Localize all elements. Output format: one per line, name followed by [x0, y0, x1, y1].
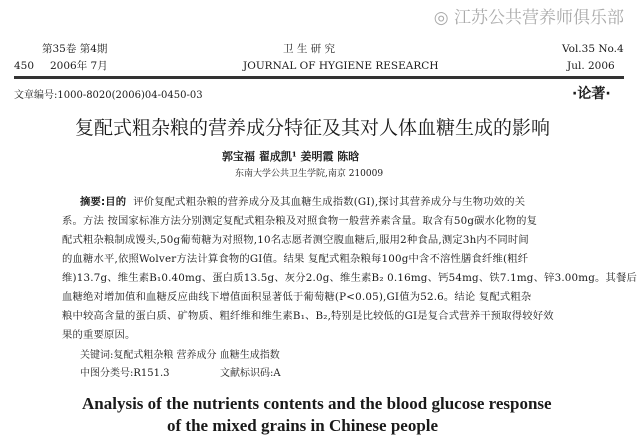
- date-en: Jul. 2006: [567, 60, 615, 72]
- abstract-line: 系。方法 按国家标准方法分别测定复配式粗杂粮及对照食物一般营养素含量。取含有50g碳水化物的复: [62, 215, 538, 227]
- date-cn: 2006年 7月: [50, 60, 108, 72]
- wechat-icon: ◎: [433, 8, 454, 28]
- abstract-line: 维)13.7g、维生素B₁0.40mg、蛋白质13.5g、灰分2.0g、维生素B₂ 0.16mg、钙54mg、铁7.1mg、锌3.00mg。其餐后: [62, 272, 638, 284]
- abstract-line: 摘要:目的 评价复配式粗杂粮的营养成分及其血糖生成指数(GI),探讨其营养成分与生物功效的关: [80, 196, 526, 208]
- title-cn: 复配式粗杂粮的营养成分特征及其对人体血糖生成的影响: [75, 117, 551, 139]
- abstract-line: 果的重要原因。: [62, 329, 136, 341]
- title-en-line-2: of the mixed grains in Chinese people: [167, 416, 439, 435]
- authors: 郭宝福 翟成凯¹ 姜明霞 陈晗: [222, 150, 360, 163]
- classification-number: 中图分类号:R151.3: [80, 368, 170, 379]
- journal-cn: 卫 生 研 究: [283, 43, 336, 55]
- affiliation: 东南大学公共卫生学院,南京 210009: [235, 169, 384, 179]
- document-code: 文献标识码:A: [220, 368, 281, 379]
- abstract-line: 血糖绝对增加值和血糖反应曲线下增值面积显著低于葡萄糖(P<0.05),GI值为52.6。结论 复配式粗杂: [62, 291, 532, 303]
- title-en-line-1: Analysis of the nutrients contents and the blood glucose response: [82, 394, 552, 413]
- abstract-line: 粮中较高含量的蛋白质、矿物质、粗纤维和维生素B₁、B₂,特别是比较低的GI是复合式营养干预取得较好效: [62, 310, 554, 322]
- abstract-line: 的血糖水平,依照Wolver方法计算食物的GI值。结果 复配式粗杂粮每100g中含不溶性膳食纤维(粗纤: [62, 253, 529, 265]
- keywords: 关键词:复配式粗杂粮 营养成分 血糖生成指数: [80, 350, 280, 361]
- volume-cn: 第35卷 第4期: [42, 43, 108, 55]
- abstract-line: 配式粗杂粮制成馒头,50g葡萄糖为对照物,10名志愿者测空腹血糖后,服用2种食品,测定3h内不同时间: [62, 234, 529, 246]
- header-rule: [14, 76, 624, 79]
- article-number: 文章编号:1000-8020(2006)04-0450-03: [14, 90, 203, 101]
- volume-en: Vol.35 No.4: [562, 43, 624, 55]
- watermark: ◎ 江苏公共营养师俱乐部: [433, 8, 624, 28]
- abstract-label: 摘要:目的: [80, 196, 127, 208]
- page-number: 450: [14, 60, 35, 72]
- journal-en: JOURNAL OF HYGIENE RESEARCH: [243, 60, 439, 72]
- section-label: ·论著·: [572, 86, 611, 102]
